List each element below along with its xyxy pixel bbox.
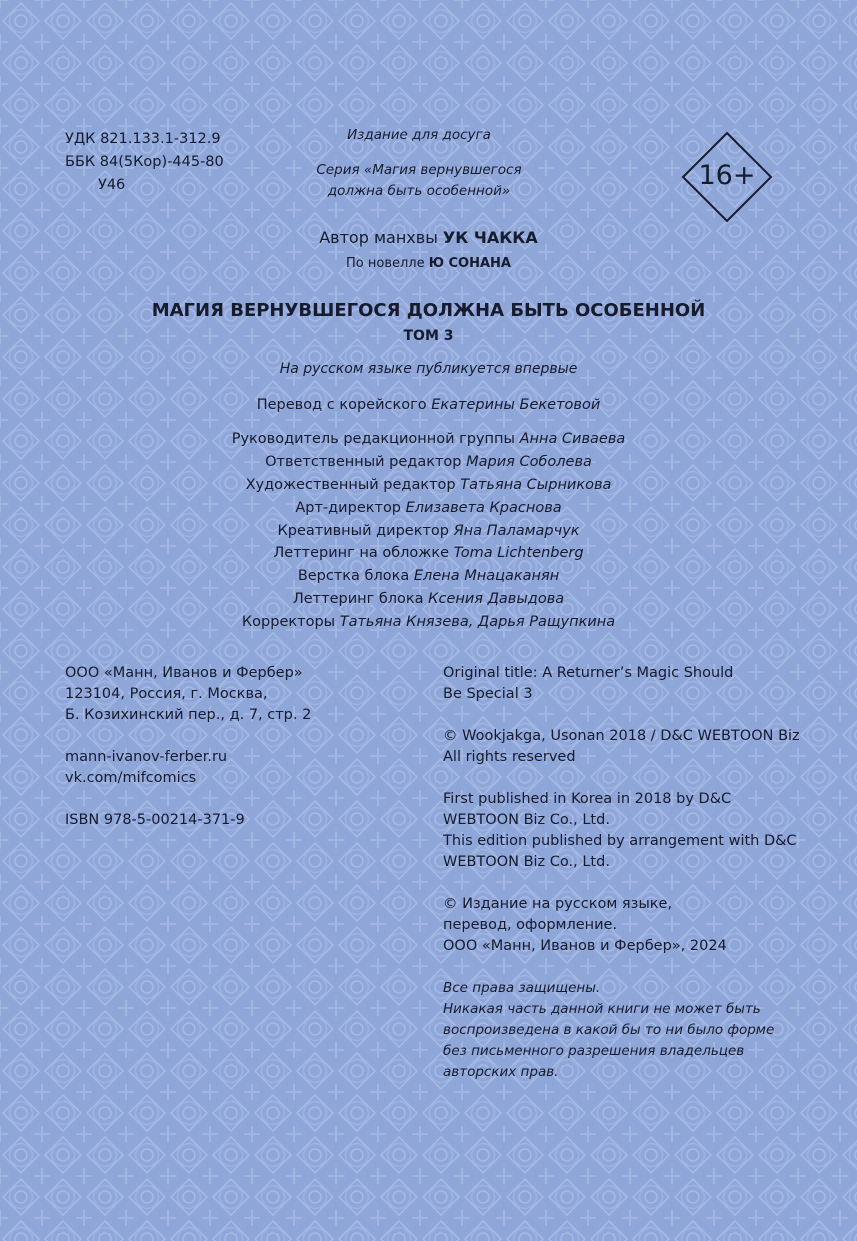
rights-reserved-line: без письменного разрешения владельцев [443, 1043, 745, 1059]
isbn: ISBN 978-5-00214-371-9 [65, 812, 245, 828]
credit-name: Ксения Давыдова [428, 591, 565, 607]
credit-line [0, 475, 857, 496]
credit-name: Елена Мнацаканян [413, 568, 560, 584]
rights-reserved-line: Никакая часть данной книги не может быть [443, 1001, 761, 1017]
credit-name: Мария Соболева [466, 454, 592, 470]
author-mark: У46 [98, 177, 126, 193]
credit-line [0, 429, 857, 450]
publisher-social: vk.com/mifcomics [65, 770, 197, 786]
credit-name: Елизавета Краснова [405, 500, 562, 516]
original-title: Original title: A Returner’s Magic Should [443, 665, 734, 681]
credit-role: Леттеринг на обложке [273, 545, 450, 561]
credit-line [0, 589, 857, 610]
russian-edition-line: © Издание на русском языке, [443, 896, 673, 912]
credit-role: Художественный редактор [245, 477, 456, 493]
publisher-block [65, 663, 311, 831]
credit-name: Анна Сиваева [519, 431, 626, 447]
russian-edition-line: перевод, оформление. [443, 917, 618, 933]
copyright-line: All rights reserved [443, 749, 576, 765]
credit-name: Tomа Lichtenberg [453, 545, 584, 561]
book-title: МАГИЯ ВЕРНУВШЕГОСЯ ДОЛЖНА БЫТЬ ОСОБЕННОЙ [151, 300, 706, 321]
credit-role: Верстка блока [297, 568, 410, 584]
volume-label: ТОМ 3 [403, 328, 454, 344]
publisher-address: Б. Козихинский пер., д. 7, стр. 2 [65, 707, 312, 723]
credit-name: Татьяна Князева, Дарья Ращупкина [339, 614, 616, 630]
credit-line [0, 566, 857, 587]
series-line-2: должна быть особенной» [327, 183, 511, 199]
credit-line [0, 612, 857, 633]
publisher-name: ООО «Манн, Иванов и Фербер» [65, 665, 303, 681]
first-published-line: This edition published by arrangement with D&C [443, 833, 797, 849]
age-rating-text: 16+ [698, 160, 756, 191]
novel-line [0, 254, 857, 274]
original-title: Be Special 3 [443, 686, 533, 702]
credit-role: Креативный директор [277, 523, 449, 539]
author-line [0, 227, 857, 249]
edition-type: Издание для досуга [347, 127, 491, 143]
credit-name: Яна Паламарчук [453, 523, 580, 539]
udk-code: УДК 821.133.1-312.9 [65, 131, 221, 147]
translation-line [0, 395, 857, 416]
credit-line [0, 521, 857, 542]
credit-role: Ответственный редактор [265, 454, 462, 470]
first-publication-note: На русском языке публикуется впервые [279, 361, 578, 377]
age-rating-badge [681, 131, 773, 223]
credit-line [0, 498, 857, 519]
first-published-line: WEBTOON Biz Co., Ltd. [443, 812, 610, 828]
author-name: УК ЧАККА [442, 228, 538, 247]
translation-role: Перевод с корейского [256, 397, 427, 413]
first-published-line: First published in Korea in 2018 by D&C [443, 791, 732, 807]
credit-line [0, 452, 857, 473]
translator-name: Екатерины Бекетовой [431, 397, 601, 413]
credit-role: Корректоры [241, 614, 336, 630]
author-prefix: Автор манхвы [319, 228, 438, 247]
novel-prefix: По новелле [346, 256, 425, 271]
publisher-address: 123104, Россия, г. Москва, [65, 686, 268, 702]
first-published-line: WEBTOON Biz Co., Ltd. [443, 854, 610, 870]
copyright-line: © Wookjakga, Usonan 2018 / D&C WEBTOON Biz [443, 728, 800, 744]
credit-role: Руководитель редакционной группы [231, 431, 515, 447]
credit-name: Татьяна Сырникова [460, 477, 612, 493]
rights-reserved-line: авторских прав. [443, 1064, 559, 1080]
rights-reserved-line: воспроизведена в какой бы то ни было форме [443, 1022, 775, 1038]
novel-author: Ю СОНАНА [428, 256, 511, 271]
russian-edition-line: ООО «Манн, Иванов и Фербер», 2024 [443, 938, 727, 954]
series-line-1: Серия «Магия вернувшегося [316, 162, 522, 178]
credit-role: Арт-директор [295, 500, 402, 516]
rights-block [443, 663, 800, 1083]
udk-block [65, 128, 224, 197]
bbk-code: ББК 84(5Кор)-445-80 [65, 154, 224, 170]
credit-line [0, 543, 857, 564]
publisher-website: mann-ivanov-ferber.ru [65, 749, 228, 765]
credit-role: Леттеринг блока [292, 591, 424, 607]
rights-reserved-line: Все права защищены. [443, 980, 601, 996]
